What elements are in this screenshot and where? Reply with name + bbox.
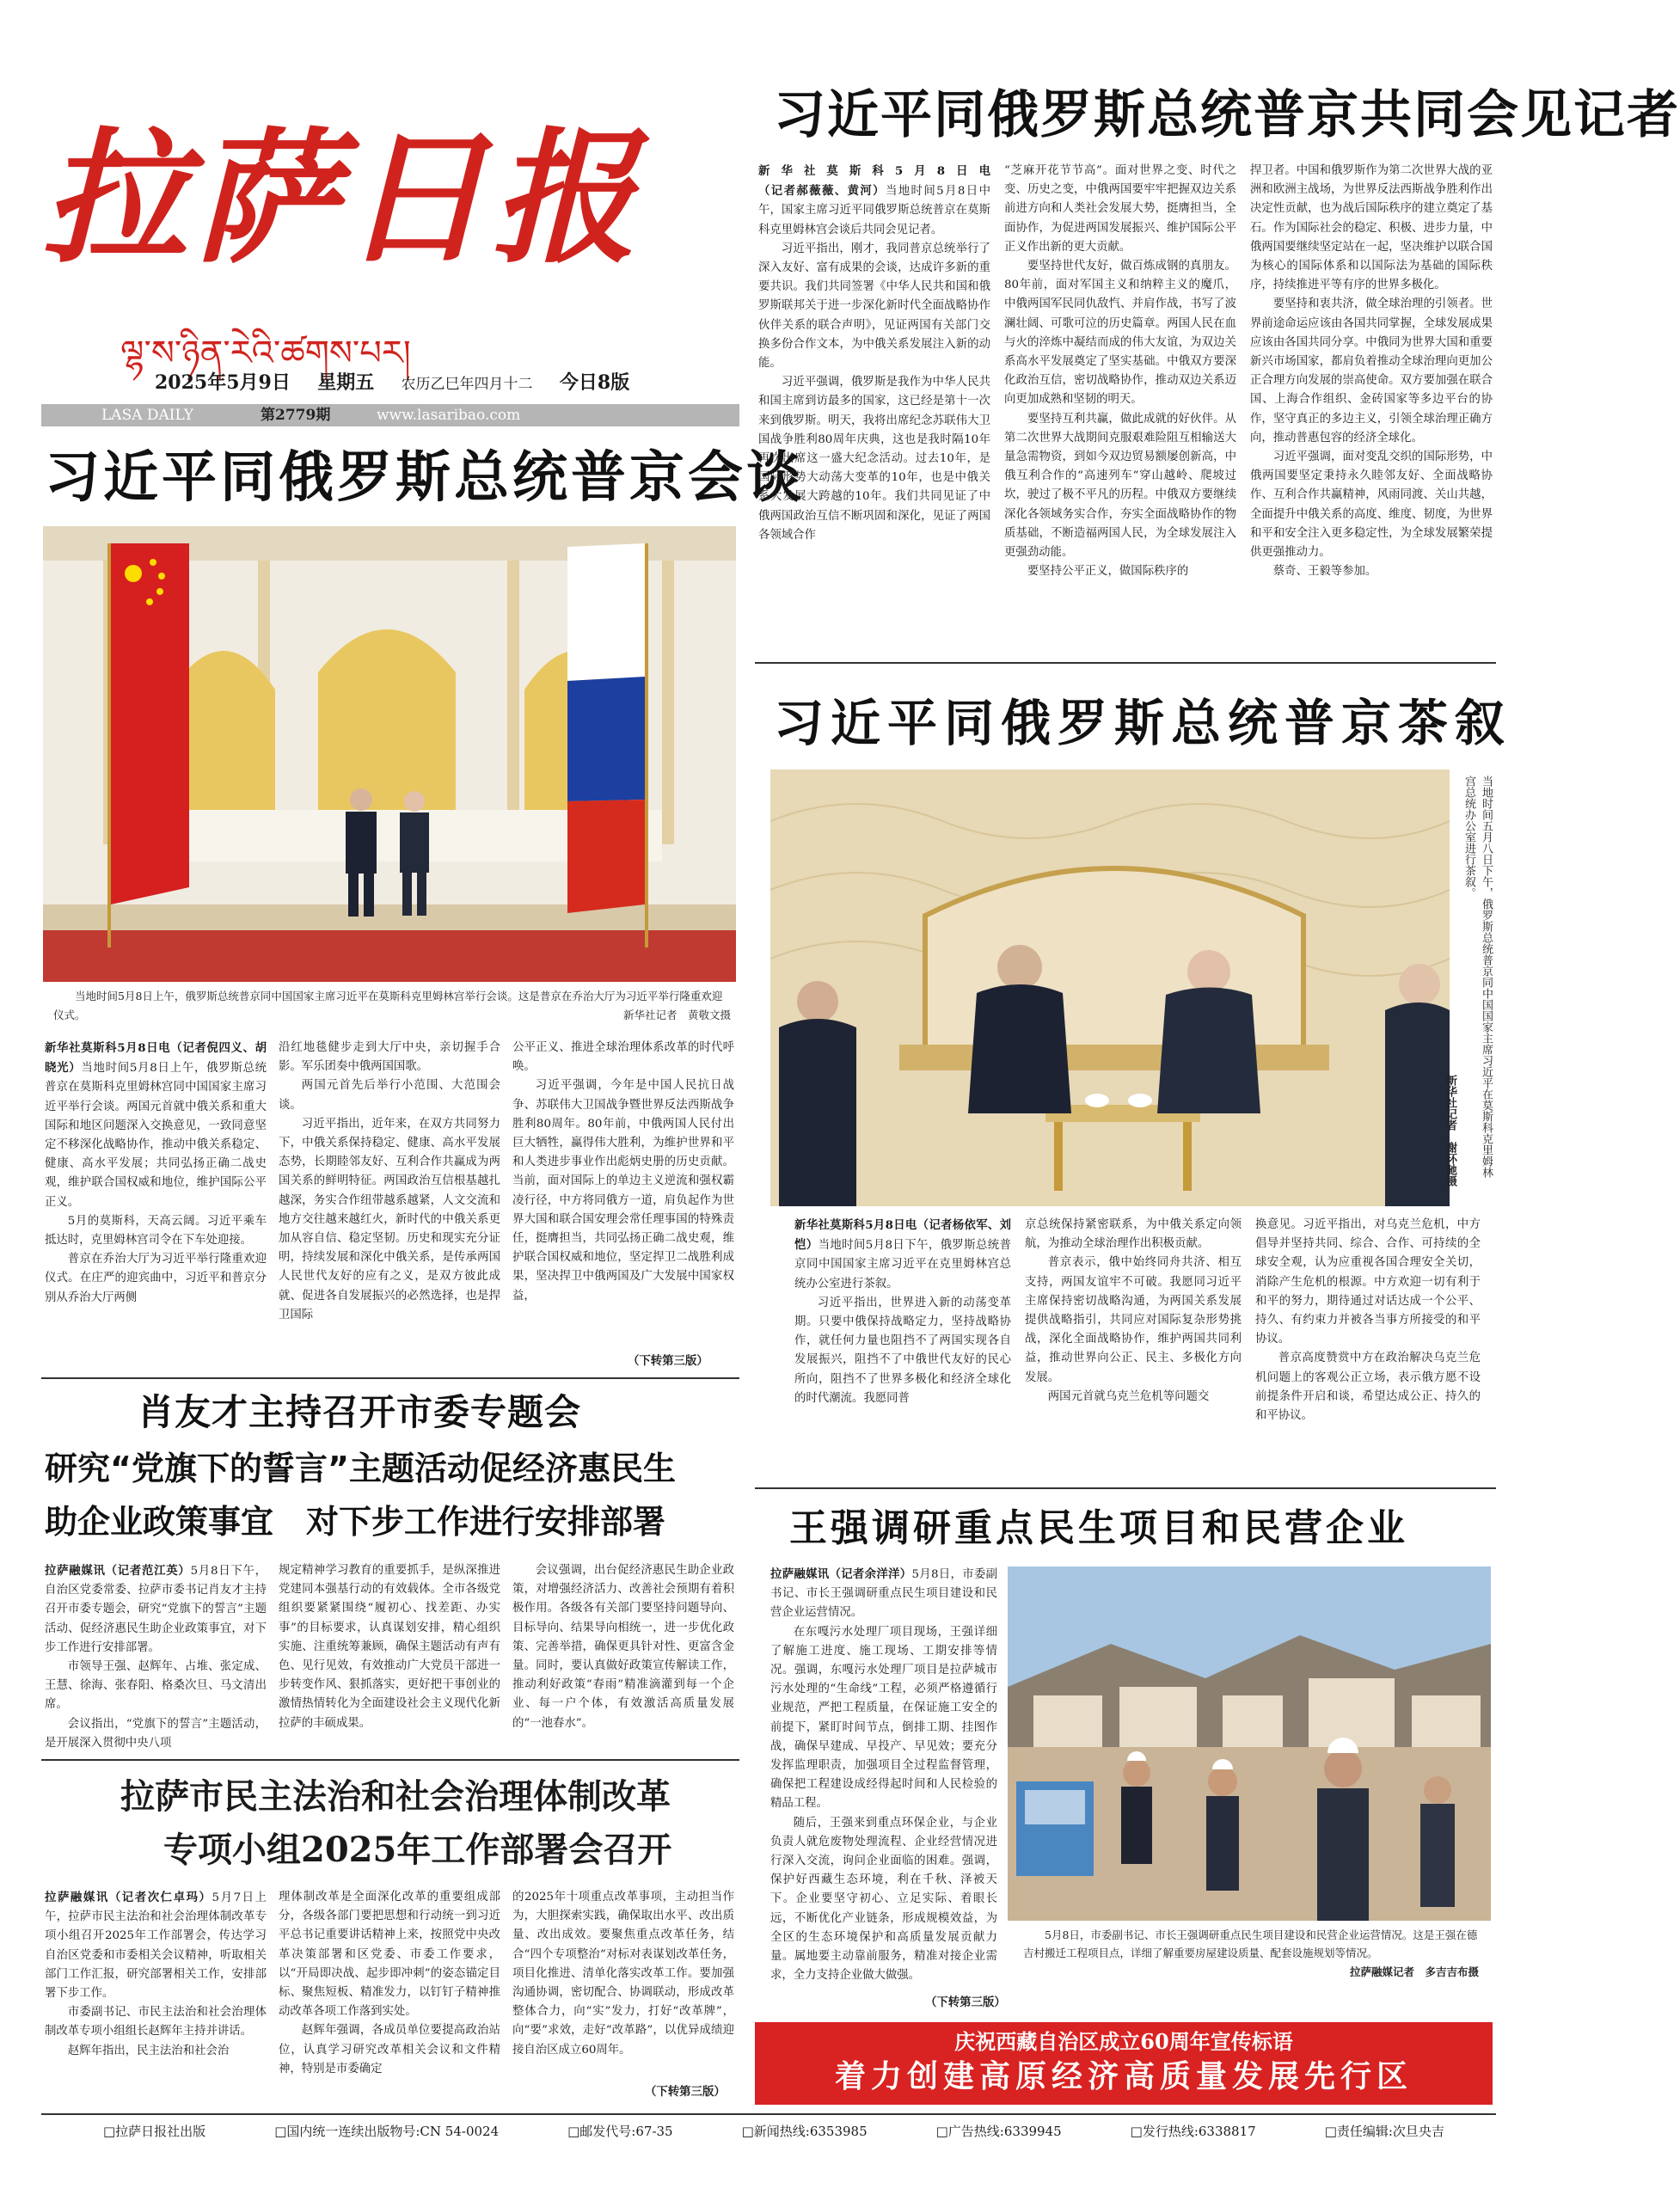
issue-lunar: 农历乙巳年四月十二 — [401, 376, 533, 393]
footer-news-hotline: □新闻热线:6353985 — [741, 2124, 868, 2139]
story6-col: 拉萨融媒讯（记者余洋洋）5月8日，市委副书记、市长王强调研重点民生项目建设和民营企业运营情况。 在东嘎污水处理厂项目现场，王强详细了解施工进度、施工现场、工期安排等情况。强调，东嘎污水处理厂项目是拉萨城市污水处理的“生命线”工程，必须严格遵循行业规范，严把工程质量，在保证施工安全的前提下，紧盯时间节点，倒排工期、挂图作战，确保早建成、早投产、早见效；要充分发挥监理职责，加强项目全过程监督管理，确保把工程建设成经得起时间和人民检验的精品工程。 随后，王强来到重点环保企业，与企业负责人就危废物处理流程、企业经营情况进行深入交流，询问企业面临的困难。强调，保护好西藏生态环境，利在千秋、泽被天下。企业要坚守初心、立足实际、着眼长远，不断优化产业链条，形成规模效益，为全区的生态环境保护和高质量发展贡献力量。属地要主动靠前服务，精准对接企业需求，全力支持企业做大做强。 — [770, 1567, 998, 1983]
story1-photo-caption: 当地时间5月8日上午，俄罗斯总统普京同中国国家主席习近平在莫斯科克里姆林宫举行会谈。这是普京在乔治大厅为习近平举行隆重欢迎仪式。 — [53, 990, 723, 1021]
story3-photo-credit: 新华社记者 谢环驰摄 — [1444, 1075, 1456, 1186]
issue-pages: 今日8版 — [559, 371, 630, 394]
story4-col2: 规定精神学习教育的重要抓手，是纵深推进党建同本强基行动的有效载体。全市各级党组织要紧紧围绕“履初心、找差距、办实事”的目标要求，认真谋划安排，精心组织实施、注重统筹兼顾，确保主题活动有声有色、见行见效，有效推动广大党员干部进一步转变作风、狠抓落实，更好把干事创业的激情热情转化为全面建设社会主义现代化新拉萨的丰硕成果。 — [279, 1564, 500, 1730]
issue-number: 第2779期 — [261, 407, 331, 424]
story6-photo-caption: 5月8日，市委副书记、市长王强调研重点民生项目建设和民营企业运营情况。这是王强在德吉村搬迁工程项目点，详细了解重要房屋建设质量、配套设施规划等情况。 — [1023, 1928, 1478, 1959]
story6-dateline: 拉萨融媒讯 — [770, 1567, 830, 1581]
story1-dateline: 新华社莫斯科5月8日电 — [45, 1041, 171, 1055]
story1-headline: 习近平同俄罗斯总统普京会谈 — [45, 446, 805, 510]
story6-headline: 王强调研重点民生项目和民营企业 — [789, 1506, 1408, 1550]
story4-col1: 拉萨融媒讯（记者范江英）5月8日下午，自治区党委常委、拉萨市委书记肖友才主持召开市委专题会，研究“党旗下的誓言”主题活动、促经济惠民生助企业政策事宜，对下步工作进行安排部署。 市领导王强、赵辉年、占堆、张定成、王慧、徐海、张春阳、格桑次旦、马文清出席。 会议指出，“党旗下的誓言”主题活动，是开展深入贯彻中央八项 — [45, 1564, 267, 1750]
masthead-tibetan: ལྷ་ས་ཉིན་རེའི་ཚགས་པར། — [120, 334, 411, 373]
story4-dateline: 拉萨融媒讯 — [45, 1564, 106, 1578]
footer-ad-hotline: □广告热线:6339945 — [935, 2124, 1062, 2139]
story4-headline-sub2: 助企业政策事宜 对下步工作进行安排部署 — [45, 1503, 666, 1541]
story3-headline: 习近平同俄罗斯总统普京茶叙 — [774, 694, 1512, 752]
story6-photo-credit: 拉萨融媒记者 多吉吉布摄 — [1349, 1965, 1479, 1978]
story5-jump[interactable]: （下转第三版） — [645, 2082, 726, 2099]
story1-col2: 沿红地毯健步走到大厅中央，亲切握手合影。军乐团奏中俄两国国歌。 两国元首先后举行小范围、大范围会谈。 习近平指出，近年来，在双方共同努力下，中俄关系保持稳定、健康、高水平发展态势，长期睦邻友好、互利合作共赢成为两国关系的鲜明特征。两国政治互信根基越扎越深，务实合作纽带越系越紧，人文交流和地方交往越来越红火，新时代的中俄关系更加从容自信、稳定坚韧。历史和现实充分证明，持续发展和深化中俄关系，是传承两国人民世代友好的应有之义，是双方彼此成就、促进各自发展振兴的必然选择，也是捍卫国际 — [279, 1041, 500, 1321]
story5-headline-2: 专项小组2025年工作部署会召开 — [163, 1830, 672, 1870]
footer-bar — [103, 2120, 1444, 2143]
story2-col2: “芝麻开花节节高”。面对世界之变、时代之变、历史之变，中俄两国要牢牢把握双边关系前进方向和人类社会发展大势，挺膺担当，全面协作，为促进两国发展振兴、维护国际公平正义作出新的更大贡献。 要坚持世代友好，做百炼成钢的真朋友。80年前，面对军国主义和纳粹主义的魔爪，中俄两国军民同仇敌忾、并肩作战，书写了波澜壮阔、可歌可泣的历史篇章。两国人民在血与火的淬炼中凝结而成的伟大友谊，为双边关系高水平发展奠定了坚实基础。中俄双方要深化政治互信，密切战略协作，推动双边关系迈向更加成熟和坚韧的明天。 要坚持互利共赢，做此成就的好伙伴。从第二次世界大战期间克服艰难险阻互相输送大量急需物资，到如今双边贸易额屡创新高，中俄互利合作的“高速列车”穿山越岭、爬坡过坎，驶过了极不平凡的历程。中俄双方要继续深化各领域务实合作，夯实全面战略协作的物质基础，不断造福两国人民，为全球发展注入更强劲动能。 要坚持公平正义，做国际秩序的 — [1004, 164, 1236, 579]
story1-col1: 新华社莫斯科5月8日电（记者倪四义、胡晓光）当地时间5月8日上午，俄罗斯总统普京在莫斯科克里姆林宫同中国国家主席习近平举行会谈。两国元首就中俄关系和重大国际和地区问题深入交换意见，一致同意坚定不移深化战略协作，推动中俄关系稳定、健康、高水平发展；共同弘扬正确二战史观，维护联合国权威和地位，维护国际公平正义。 5月的莫斯科，天高云阔。习近平乘车抵达时，克里姆林宫司令在下车处迎接。 普京在乔治大厅为习近平举行隆重欢迎仪式。在庄严的迎宾曲中，习近平和普京分别从乔治大厅两侧 — [45, 1041, 267, 1304]
story5-col3: 的2025年十项重点改革事项，主动担当作为，大胆探索实践，确保取出水平、改出质量、改出成效。要聚焦重点改革任务，结合“四个专项整治”对标对表谋划改革任务，项目化推进、清单化落实改革工作。要加强沟通协调，密切配合、协调联动，形成改革整体合力，向“实”发力，打好“改革牌”，向“要”求效，走好“改革路”，以优异成绩迎接自治区成立60周年。 — [512, 1891, 734, 2057]
masthead-info-bar — [41, 404, 739, 426]
story6-photo — [1008, 1566, 1491, 1921]
story3-col2: 京总统保持紧密联系，为中俄关系定向领航，为推动全球治理作出积极贡献。 普京表示，俄中始终同舟共济、相互支持，两国友谊牢不可破。我愿同习近平主席保持密切战略沟通，为两国关系发展提供战略指引，共同应对国际复杂形势挑战，深化全面战略协作，维护两国共同利益，推动世界向公正、民主、多极化方向发展。 两国元首就乌克兰危机等问题交 — [1025, 1218, 1242, 1403]
story3-photo — [770, 769, 1450, 1206]
story5-headline-1: 拉萨市民主法治和社会治理体制改革 — [120, 1776, 671, 1817]
slogan-banner-title: 庆祝西藏自治区成立60周年宣传标语 — [954, 2029, 1293, 2054]
story3-col3: 换意见。习近平指出，对乌克兰危机，中方倡导并坚持共同、综合、合作、可持续的全球安全观，认为应重视各国合理安全关切，消除产生危机的根源。中方欢迎一切有利于和平的努力，期待通过对话达成一个公平、持久、有约束力并被各当事方所接受的和平协议。 普京高度赞赏中方在政治解决乌克兰危机问题上的客观公正立场，表示俄方愿不设前提条件开启和谈，希望达成公正、持久的和平协议。 — [1255, 1218, 1481, 1423]
story1-jump[interactable]: （下转第三版） — [628, 1352, 708, 1368]
story4-headline-sub1: 研究“党旗下的誓言”主题活动促经济惠民生 — [45, 1450, 676, 1487]
issue-weekday: 星期五 — [317, 371, 375, 394]
story1-photo-credit: 新华社记者 黄敬文摄 — [622, 1009, 731, 1021]
story5-col2: 理体制改革是全面深化改革的重要组成部分，各级各部门要把思想和行动统一到习近平总书记重要讲话精神上来，按照党中央改革决策部署和区党委、市委工作要求，以“开局即决战、起步即冲刺”的姿态锚定目标、聚焦短板、精准发力，以钉钉子精神推动改革各项工作落到实处。 赵辉年强调，各成员单位要提高政治站位，认真学习研究改革相关会议和文件精神，特别是市委确定 — [279, 1891, 500, 2075]
story3-dateline: 新华社莫斯科5月8日电 — [794, 1218, 917, 1232]
story1-col3: 公平正义、推进全球治理体系改革的时代呼唤。 习近平强调，今年是中国人民抗日战争、苏联伟大卫国战争暨世界反法西斯战争胜利80周年。80年前，中俄两国人民付出巨大牺牲，赢得伟大胜利，为维护世界和平和人类进步事业作出彪炳史册的历史贡献。当前，面对国际上的单边主义逆流和强权霸凌行径，中方将同俄方一道，肩负起作为世界大国和联合国安理会常任理事国的特殊责任，挺膺担当，共同弘扬正确二战史观，维护联合国权威和地位，坚定捍卫二战胜利成果，坚决捍卫中俄两国及广大发展中国家权益， — [512, 1041, 734, 1303]
story3-photo-caption: 当地时间五月八日下午，俄罗斯总统普京同中国国家主席习近平在莫斯科克里姆林宫总统办公室进行茶叙。 — [1462, 776, 1493, 1178]
story1-photo — [43, 526, 736, 982]
story4-headline-main: 肖友才主持召开市委专题会 — [138, 1391, 582, 1433]
masthead-title: 拉萨日报 — [43, 113, 641, 283]
footer-publisher: □拉萨日报社出版 — [103, 2124, 206, 2139]
story2-dateline: 新华社莫斯科5月8日电 — [758, 164, 990, 178]
slogan-banner — [755, 2022, 1493, 2105]
story6-jump[interactable]: （下转第三版） — [925, 1993, 1006, 2009]
story5-col1: 拉萨融媒讯（记者次仁卓玛）5月7日上午，拉萨市民主法治和社会治理体制改革专项小组召开2025年工作部署会，传达学习自治区党委和市委相关会议精神，听取相关部门工作汇报，研究部署相关工作，安排部署下步工作。 市委副书记、市民主法治和社会治理体制改革专项小组组长赵辉年主持并讲话。 赵辉年指出，民主法治和社会治 — [45, 1891, 267, 2057]
slogan-banner-slogan: 着力创建高原经济高质量发展先行区 — [834, 2059, 1413, 2094]
masthead-english: LASA DAILY — [101, 407, 193, 424]
footer-editor: □责任编辑:次旦央吉 — [1324, 2124, 1444, 2139]
story4-col3: 会议强调，出台促经济惠民生助企业政策，对增强经济活力、改善社会预期有着积极作用。各级各有关部门要坚持问题导向、目标导向、结果导向相统一，进一步优化政策、完善举措，确保更具针对性、更富含金量。同时，要认真做好政策宣传解读工作，推动利好政策“春雨”精准滴灌到每一个企业、每一户个体，有效激活高质量发展的“一池春水”。 — [512, 1564, 734, 1730]
footer-postal-code: □邮发代号:67-35 — [567, 2124, 673, 2139]
story2-headline: 习近平同俄罗斯总统普京共同会见记者 — [774, 85, 1680, 145]
footer-issn: □国内统一连续出版物号:CN 54-0024 — [274, 2124, 500, 2139]
story2-col1: 新华社莫斯科5月8日电（记者郝薇薇、黄河）当地时间5月8日中午，国家主席习近平同俄罗斯总统普京在莫斯科克里姆林宫会谈后共同会见记者。 习近平指出，刚才，我同普京总统举行了深入友好、富有成果的会谈，达成许多新的重要共识。我们共同签署《中华人民共和国和俄罗斯联邦关于进一步深化新时代全面战略协作伙伴关系的联合声明》，见证两国有关部门交换多份合作文本，为中俄关系发展注入新的动能。 习近平强调，俄罗斯是我作为中华人民共和国主席到访最多的国家，这已经是第十一次来到俄罗斯。明天，我将出席纪念苏联伟大卫国战争胜利80周年庆典，这也是我时隔10年再次出席这一盛大纪念活动。过去10年，是国际形势大动荡大变革的10年，也是中俄关系大发展大跨越的10年。我们共同见证了中俄两国政治互信不断巩固和深化，见证了两国各领域合作 — [758, 164, 990, 542]
story2-col3: 捍卫者。中国和俄罗斯作为第二次世界大战的亚洲和欧洲主战场，为世界反法西斯战争胜利作出决定性贡献，也为战后国际秩序的建立奠定了基石。作为国际社会的稳定、积极、进步力量，中俄两国要继续坚定站在一起，坚决维护以联合国为核心的国际体系和以国际法为基础的国际秩序，持续推进平等有序的世界多极化。 要坚持和衷共济，做全球治理的引领者。世界前途命运应该由各国共同掌握，全球发展成果应该由各国共同分享。中俄同为世界大国和重要新兴市场国家，都肩负着推动全球治理向更加公正合理方向发展的崇高使命。双方要加强在联合国、上海合作组织、金砖国家等多边平台的协作，坚守真正的多边主义，引领全球治理正确方向，推动普惠包容的经济全球化。 习近平强调，面对变乱交织的国际形势，中俄两国要坚定秉持永久睦邻友好、全面战略协作、互利合作共赢精神，风雨同渡、关山共越，全面提升中俄关系的高度、维度、韧度，为世界和平和安全注入更多稳定性，为全球发展繁荣提供更强推动力。 蔡奇、王毅等参加。 — [1250, 164, 1493, 579]
footer-distribution-hotline: □发行热线:6338817 — [1130, 2124, 1256, 2139]
masthead-website: www.lasaribao.com — [377, 407, 521, 424]
story3-col1: 新华社莫斯科5月8日电（记者杨依军、刘恺）当地时间5月8日下午，俄罗斯总统普京同中国国家主席习近平在克里姆林宫总统办公室进行茶叙。 习近平指出，世界进入新的动荡变革期。只要中俄保持战略定力，坚持战略协作，就任何力量也阻挡不了两国实现各自发展振兴，阻挡不了中俄世代友好的民心所向，阻挡不了世界多极化和经济全球化的时代潮流。我愿同普 — [794, 1218, 1012, 1405]
story5-dateline: 拉萨融媒讯 — [45, 1891, 109, 1904]
issue-date: 2025年5月9日 — [155, 371, 291, 394]
